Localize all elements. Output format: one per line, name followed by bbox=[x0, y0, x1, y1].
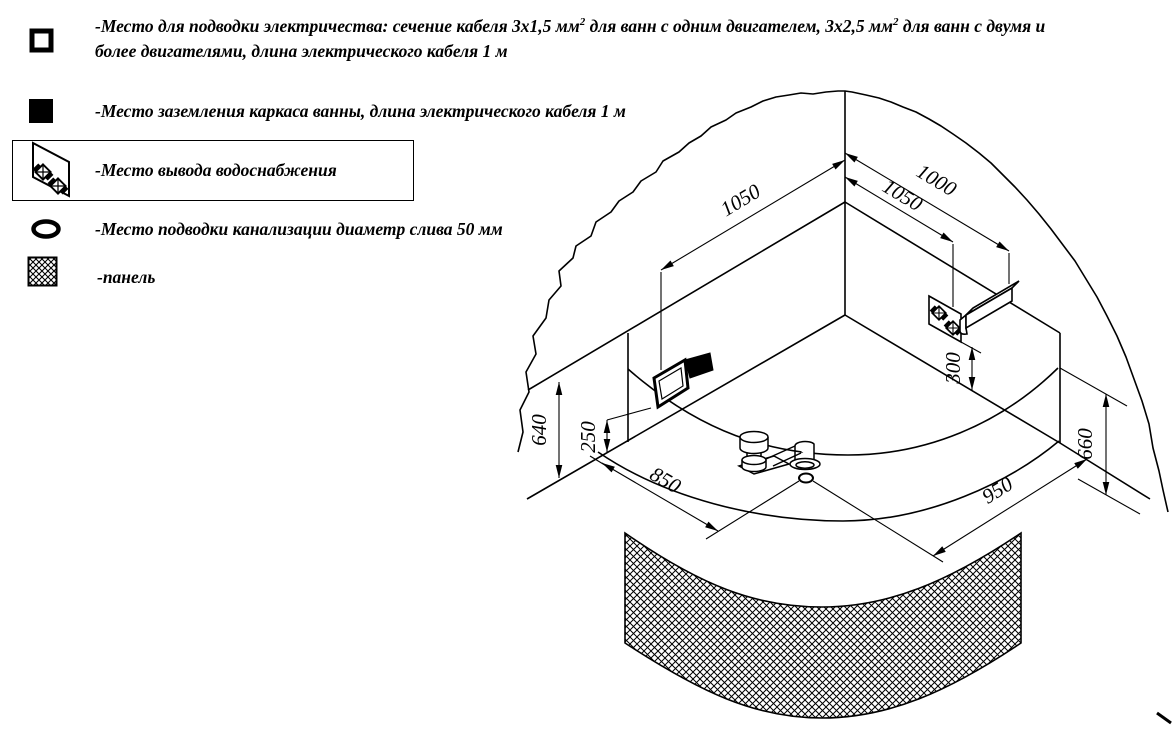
legend-water-supply-text: -Место вывода водоснабжения bbox=[95, 160, 337, 180]
dim-850-label: 850 bbox=[645, 461, 686, 499]
left-floor-edge bbox=[527, 315, 845, 499]
drainage-icon bbox=[30, 218, 64, 240]
grounding-icon bbox=[28, 98, 54, 124]
drain-leader-left bbox=[706, 481, 799, 539]
conduit-block bbox=[960, 281, 1019, 334]
legend-electrical-supply-text: -Место для подводки электричества: сечение кабеля 3х1,5 $мм^2$ для ванн с одним двигателем, 3х2,5 $мм^2$ для ванн с двумя и более двигателями, длина электрического кабеля 1 м bbox=[95, 16, 1046, 61]
dim-1050-right-label: 1050 bbox=[878, 173, 927, 217]
electrical-supply-icon bbox=[28, 27, 56, 55]
dim-300-label: 300 bbox=[941, 352, 965, 384]
right-floor-edge bbox=[845, 315, 1150, 499]
dim-1050-left-label: 1050 bbox=[716, 178, 765, 222]
dim-950 bbox=[813, 459, 1087, 562]
drain-hole-symbol bbox=[799, 474, 813, 483]
siphon-cap-top bbox=[740, 432, 768, 443]
dim-300 bbox=[941, 342, 981, 390]
electrical-outlet-symbol bbox=[654, 360, 688, 407]
corner-walls bbox=[527, 91, 1150, 499]
drain-siphon bbox=[739, 432, 820, 475]
front-panel bbox=[625, 533, 1021, 718]
panel-icon bbox=[27, 256, 59, 288]
dim-250-label: 250 bbox=[576, 421, 600, 453]
legend-grounding-text: -Место заземления каркаса ванны, длина электрического кабеля 1 м bbox=[95, 101, 626, 121]
water-supply-icon bbox=[22, 136, 86, 208]
water-supply-symbol bbox=[929, 296, 962, 342]
dim-640-label: 640 bbox=[527, 414, 551, 446]
dim-250 bbox=[576, 408, 651, 453]
dim-1000 bbox=[845, 153, 1009, 284]
dim-1000-label: 1000 bbox=[912, 158, 961, 202]
grounding-symbol bbox=[685, 353, 713, 378]
legend-panel-text: -панель bbox=[97, 267, 156, 287]
dim-1050-left bbox=[661, 160, 845, 370]
bath-rim-top-arc bbox=[628, 368, 1058, 455]
dim-660-label: 660 bbox=[1073, 428, 1097, 460]
dim-640 bbox=[527, 382, 559, 478]
corner-mark bbox=[1157, 713, 1171, 723]
dim-950-label: 950 bbox=[977, 471, 1018, 509]
legend-drainage-text: -Место подводки канализации диаметр слива 50 мм bbox=[95, 219, 503, 239]
dim-660 bbox=[1060, 368, 1140, 514]
